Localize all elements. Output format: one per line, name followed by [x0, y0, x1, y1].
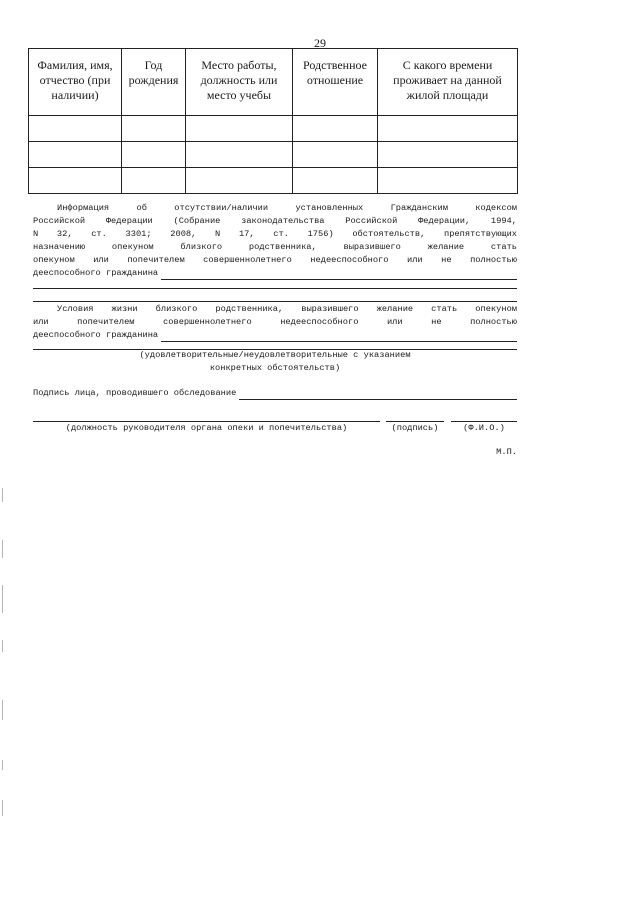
living-conditions-caption-1: (удовлетворительные/неудовлетворительные с указанием	[139, 350, 411, 360]
paragraph-line: N 32, ст. 3301; 2008, N 17, ст. 1756) обстоятельств, препятствующих	[33, 229, 517, 239]
table-cell[interactable]	[29, 142, 122, 168]
header-relation: Родственное отношение	[293, 49, 378, 116]
table-cell[interactable]	[122, 168, 186, 194]
header-residence-since: С какого времени проживает на данной жилой площади	[378, 49, 518, 116]
table-cell[interactable]	[122, 116, 186, 142]
scan-mark	[2, 700, 3, 720]
scan-mark	[2, 640, 3, 652]
table-header-row	[29, 49, 518, 116]
paragraph-line: дееспособного гражданина	[33, 268, 159, 278]
scan-mark	[2, 760, 3, 770]
inspector-signature-line[interactable]	[239, 389, 517, 400]
obstacles-paragraph	[33, 202, 517, 280]
living-conditions-fill-row	[33, 329, 517, 342]
header-birth-year: Год рождения	[122, 49, 186, 116]
living-conditions-caption-2: конкретных обстоятельств)	[209, 363, 341, 373]
seal-mark: М.П.	[496, 447, 517, 457]
header-full-name: Фамилия, имя, отчество (при наличии)	[29, 49, 122, 116]
table-cell[interactable]	[29, 116, 122, 142]
table-cell[interactable]	[29, 168, 122, 194]
table-cell[interactable]	[293, 168, 378, 194]
table-cell[interactable]	[293, 116, 378, 142]
obstacles-blank-line[interactable]	[33, 288, 517, 289]
living-conditions-paragraph	[33, 303, 517, 342]
living-conditions-fill-line[interactable]	[161, 331, 517, 342]
paragraph-line: дееспособного гражданина	[33, 330, 159, 340]
page-number: 29	[314, 36, 326, 50]
inspector-signature-row	[33, 387, 517, 400]
table-cell[interactable]	[186, 142, 293, 168]
table-cell[interactable]	[122, 142, 186, 168]
relatives-table	[28, 48, 518, 194]
paragraph-line: опекуном или попечителем совершеннолетнего недееспособного или не полностью	[33, 255, 517, 265]
table-row	[29, 116, 518, 142]
scan-mark	[2, 800, 3, 816]
table-cell[interactable]	[378, 116, 518, 142]
fio-caption: (Ф.И.О.)	[463, 423, 505, 433]
scan-mark	[2, 488, 3, 502]
paragraph-line: или попечителем совершеннолетнего недееспособного или не полностью	[33, 317, 517, 327]
paragraph-line: Информация об отсутствии/наличии установленных Гражданским кодексом	[57, 203, 517, 213]
sign-caption: (подпись)	[391, 423, 439, 433]
table-row	[29, 168, 518, 194]
table-cell[interactable]	[293, 142, 378, 168]
table-cell[interactable]	[186, 116, 293, 142]
obstacles-fill-row	[33, 267, 517, 280]
inspector-signature-label: Подпись лица, проводившего обследование	[33, 388, 237, 398]
table-cell[interactable]	[186, 168, 293, 194]
obstacles-blank-line[interactable]	[33, 301, 517, 302]
table-cell[interactable]	[378, 168, 518, 194]
header-workplace: Место работы, должность или место учебы	[186, 49, 293, 116]
position-caption: (должность руководителя органа опеки и попечительства)	[65, 423, 348, 433]
table-cell[interactable]	[378, 142, 518, 168]
table-row	[29, 142, 518, 168]
paragraph-line: Российской Федерации (Собрание законодательства Российской Федерации, 1994,	[33, 216, 517, 226]
paragraph-line: назначению опекуном близкого родственника, выразившего желание стать	[33, 242, 517, 252]
scan-mark	[2, 540, 3, 558]
paragraph-line: Условия жизни близкого родственника, выразившего желание стать опекуном	[57, 304, 517, 314]
scan-mark	[2, 585, 3, 613]
obstacles-fill-line[interactable]	[161, 269, 517, 280]
